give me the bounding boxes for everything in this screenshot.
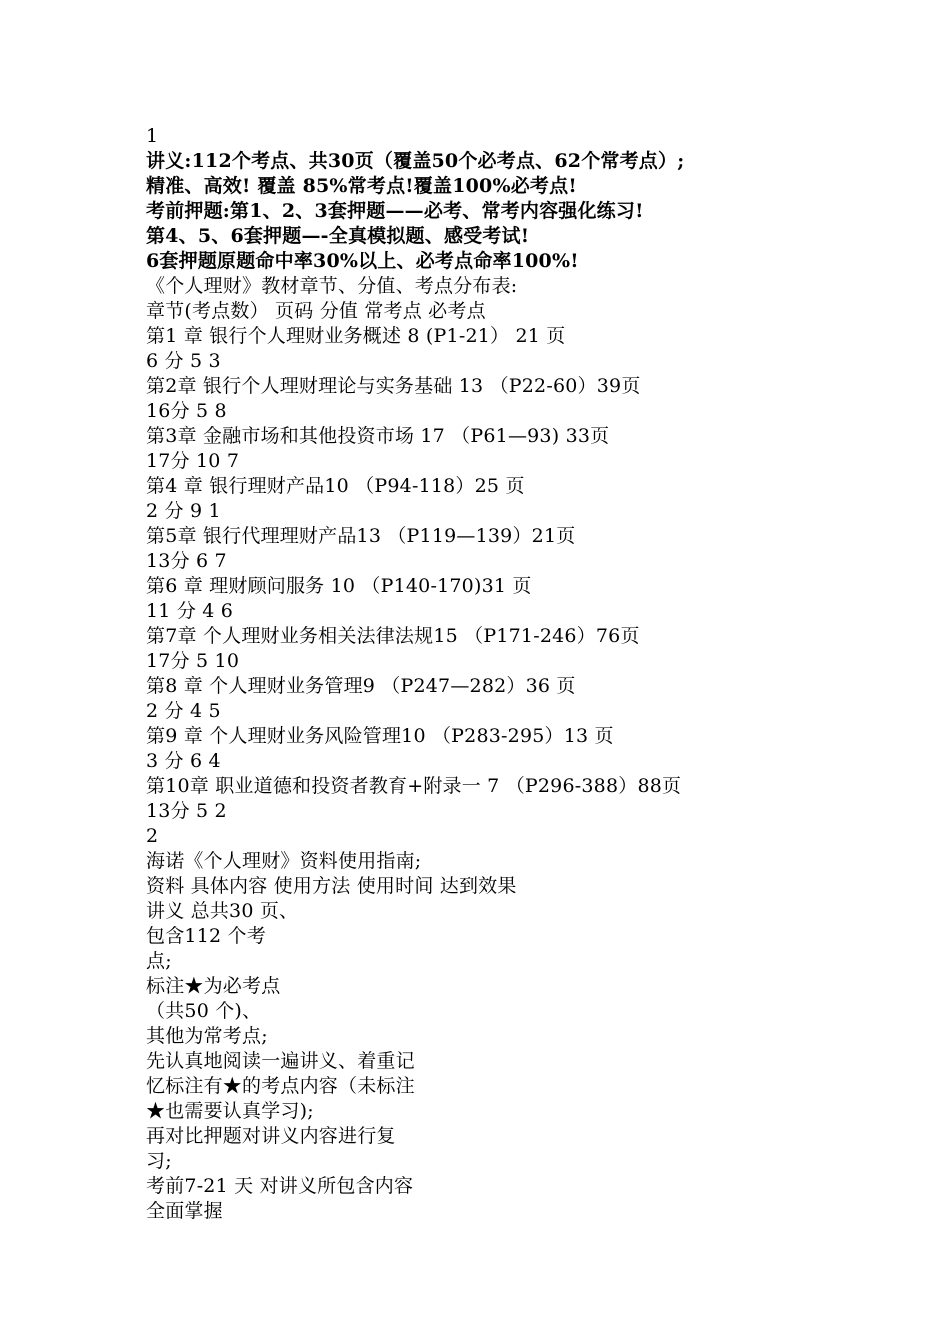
guide-text-line: （共50 个)、 <box>146 1000 262 1022</box>
mock-exam-line-1: 考前押题:第1、2、3套押题——必考、常考内容强化练习! <box>146 200 644 222</box>
chapter-row: 第4 章 银行理财产品10 （P94-118）25 页 <box>146 475 525 497</box>
guide-text-line: 全面掌握 <box>146 1200 223 1222</box>
chapter-row: 第8 章 个人理财业务管理9 （P247—282）36 页 <box>146 675 576 697</box>
guide-text-line: 再对比押题对讲义内容进行复 <box>146 1125 396 1147</box>
document-body <box>146 124 926 1224</box>
chapter-row: 第5章 银行代理理财产品13 （P119—139）21页 <box>146 525 576 547</box>
chapter-score-row: 11 分 4 6 <box>146 600 234 622</box>
guide-text-line: 其他为常考点; <box>146 1025 268 1047</box>
coverage-line: 精准、高效! 覆盖 85%常考点!覆盖100%必考点! <box>146 175 577 197</box>
table-header: 章节(考点数） 页码 分值 常考点 必考点 <box>146 300 486 322</box>
guide-text-line: ★也需要认真学习); <box>146 1100 314 1122</box>
guide-text-line: 包含112 个考 <box>146 925 266 947</box>
guide-table-header: 资料 具体内容 使用方法 使用时间 达到效果 <box>146 875 517 897</box>
mock-exam-line-2: 第4、5、6套押题—-全真模拟题、感受考试! <box>146 225 530 247</box>
chapter-row: 第6 章 理财顾问服务 10 （P140-170)31 页 <box>146 575 532 597</box>
chapter-score-row: 17分 5 10 <box>146 650 240 672</box>
guide-text-line: 习; <box>146 1150 172 1172</box>
page-number-1: 1 <box>146 125 159 147</box>
chapter-score-row: 16分 5 8 <box>146 400 227 422</box>
chapter-score-row: 2 分 4 5 <box>146 700 221 722</box>
guide-text-line: 先认真地阅读一遍讲义、着重记 <box>146 1050 415 1072</box>
chapter-score-row: 13分 5 2 <box>146 800 227 822</box>
guide-text-line: 忆标注有★的考点内容（未标注 <box>146 1075 415 1097</box>
hit-rate-line: 6套押题原题命中率30%以上、必考点命率100%! <box>146 250 579 272</box>
guide-text-line: 讲义 总共30 页、 <box>146 900 299 922</box>
chapter-row: 第2章 银行个人理财理论与实务基础 13 （P22-60）39页 <box>146 375 641 397</box>
table-title: 《个人理财》教材章节、分值、考点分布表: <box>146 275 518 297</box>
chapter-score-row: 6 分 5 3 <box>146 350 221 372</box>
guide-text-line: 考前7-21 天 对讲义所包含内容 <box>146 1175 414 1197</box>
handout-summary-line: 讲义:112个考点、共30页（覆盖50个必考点、62个常考点）; <box>146 150 685 172</box>
chapter-row: 第1 章 银行个人理财业务概述 8 (P1-21） 21 页 <box>146 325 566 347</box>
chapter-row: 第3章 金融市场和其他投资市场 17 （P61—93) 33页 <box>146 425 610 447</box>
chapter-score-row: 17分 10 7 <box>146 450 240 472</box>
chapter-score-row: 3 分 6 4 <box>146 750 221 772</box>
chapter-row: 第9 章 个人理财业务风险管理10 （P283-295）13 页 <box>146 725 614 747</box>
chapter-row: 第10章 职业道德和投资者教育+附录一 7 （P296-388）88页 <box>146 775 682 797</box>
guide-title: 海诺《个人理财》资料使用指南; <box>146 850 422 872</box>
chapter-score-row: 2 分 9 1 <box>146 500 221 522</box>
chapter-row: 第7章 个人理财业务相关法律法规15 （P171-246）76页 <box>146 625 640 647</box>
guide-text-line: 点; <box>146 950 172 972</box>
chapter-score-row: 13分 6 7 <box>146 550 227 572</box>
guide-text-line: 标注★为必考点 <box>146 975 281 997</box>
page-number-2: 2 <box>146 825 159 847</box>
